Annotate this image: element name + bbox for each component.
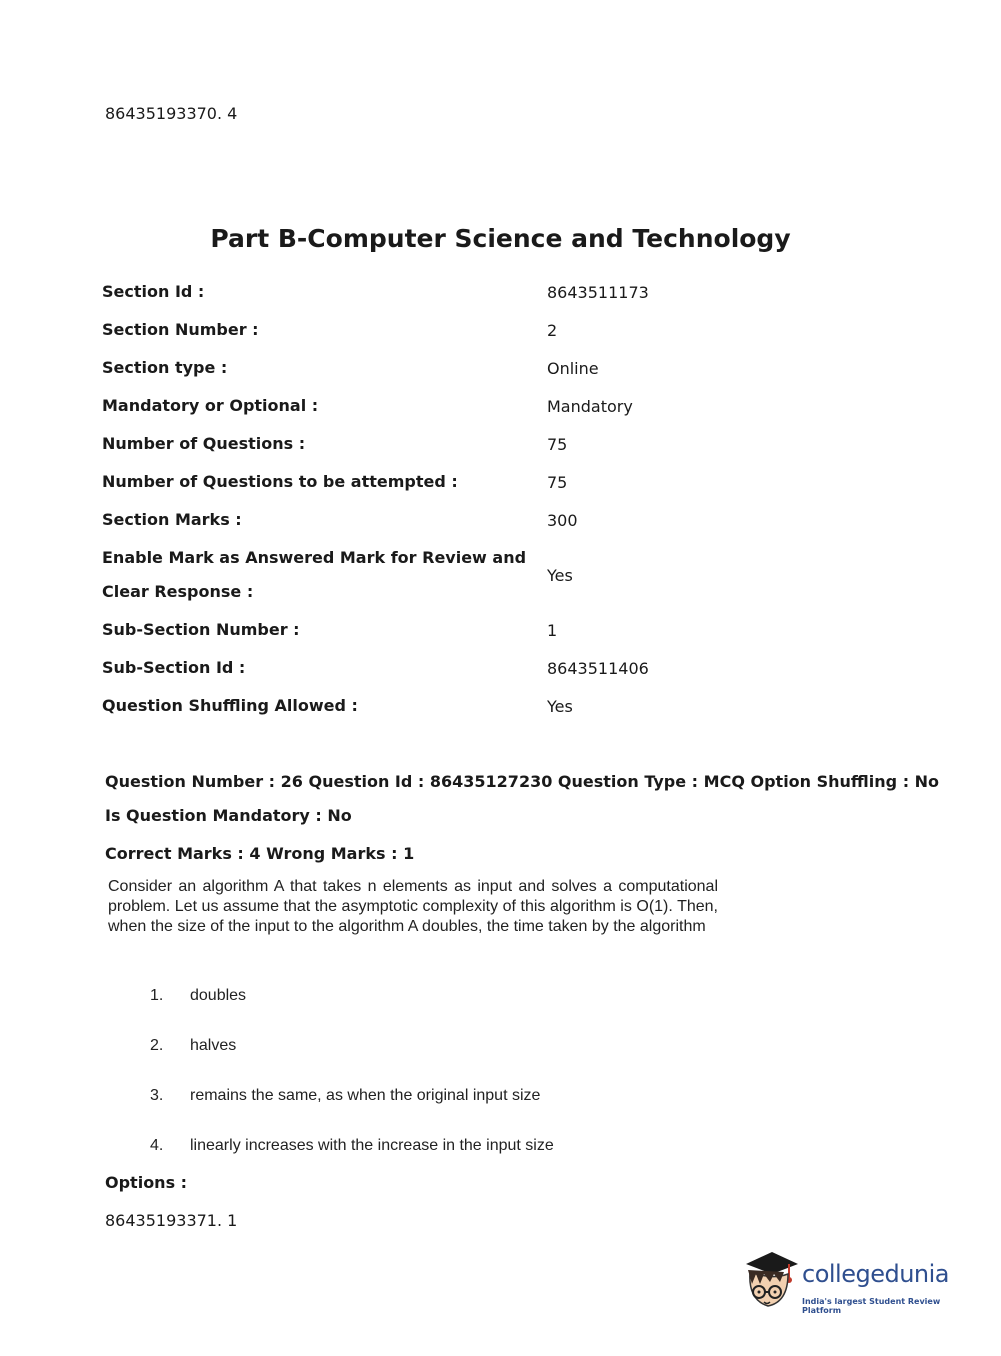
section-id-value: 8643511173: [547, 282, 649, 302]
collegedunia-logo: [742, 1250, 972, 1320]
logo-name: collegedunia: [802, 1260, 950, 1288]
section-type-value: Online: [547, 358, 599, 378]
number-of-questions-row: [102, 425, 802, 463]
sub-section-number-value: 1: [547, 620, 558, 640]
question-shuffling-row: [102, 687, 802, 725]
questions-to-attempt-label: Number of Questions to be attempted :: [102, 472, 458, 491]
section-info-table: [102, 273, 802, 725]
mascot-icon: [742, 1250, 800, 1312]
sub-section-number-row: [102, 611, 802, 649]
question-text: Consider an algorithm A that takes n elements as input and solves a computational problem. Let us assume that the asymptotic complexity of this algorithm is O(1). Then, when the size of the input to the algorithm A doubles, the time taken by the algorithm: [108, 878, 718, 935]
questions-to-attempt-value: 75: [547, 472, 568, 492]
option-3: [150, 1087, 540, 1105]
option-4-number: 4.: [150, 1137, 164, 1154]
question-mandatory-line: Is Question Mandatory : No: [105, 806, 352, 825]
section-id-label: Section Id :: [102, 282, 205, 301]
question-shuffling-value: Yes: [547, 696, 573, 716]
number-of-questions-value: 75: [547, 434, 568, 454]
enable-mark-label-line1: Enable Mark as Answered Mark for Review and: [102, 548, 527, 567]
option-2-text: halves: [190, 1037, 237, 1054]
enable-mark-row: [102, 539, 802, 611]
section-type-label: Section type :: [102, 358, 228, 377]
section-number-row: [102, 311, 802, 349]
questions-to-attempt-row: [102, 463, 802, 501]
mandatory-label: Mandatory or Optional :: [102, 396, 319, 415]
option-1-text: doubles: [190, 987, 247, 1004]
section-id-row: [102, 273, 802, 311]
enable-mark-label-line2: Clear Response :: [102, 582, 254, 601]
option-3-number: 3.: [150, 1087, 164, 1104]
sub-section-id-label: Sub-Section Id :: [102, 658, 246, 677]
sub-section-id-row: [102, 649, 802, 687]
question-shuffling-label: Question Shuffling Allowed :: [102, 696, 358, 715]
previous-option-id: 86435193370. 4: [105, 104, 238, 123]
question-marks-line: Correct Marks : 4 Wrong Marks : 1: [105, 844, 415, 863]
logo-tagline: India's largest Student Review Platform: [802, 1297, 941, 1315]
answer-option-id: 86435193371. 1: [105, 1211, 238, 1230]
question-meta-line: Question Number : 26 Question Id : 86435127230 Question Type : MCQ Option Shuffling : No: [105, 772, 940, 791]
option-3-text: remains the same, as when the original input size: [190, 1087, 541, 1104]
enable-mark-label: [102, 541, 547, 609]
section-marks-row: [102, 501, 802, 539]
option-4-text: linearly increases with the increase in the input size: [190, 1137, 554, 1154]
sub-section-id-value: 8643511406: [547, 658, 649, 678]
section-number-value: 2: [547, 320, 558, 340]
option-1-number: 1.: [150, 987, 164, 1004]
options-label: Options :: [105, 1173, 188, 1192]
sub-section-number-label: Sub-Section Number :: [102, 620, 300, 639]
section-type-row: [102, 349, 802, 387]
option-2-number: 2.: [150, 1037, 164, 1054]
section-number-label: Section Number :: [102, 320, 259, 339]
enable-mark-value: Yes: [547, 565, 573, 585]
option-4: [150, 1137, 554, 1155]
option-2: [150, 1037, 236, 1055]
number-of-questions-label: Number of Questions :: [102, 434, 306, 453]
mandatory-value: Mandatory: [547, 396, 633, 416]
mandatory-row: [102, 387, 802, 425]
part-title: Part B-Computer Science and Technology: [210, 224, 791, 253]
option-1: [150, 987, 246, 1005]
section-marks-value: 300: [547, 510, 578, 530]
section-marks-label: Section Marks :: [102, 510, 242, 529]
